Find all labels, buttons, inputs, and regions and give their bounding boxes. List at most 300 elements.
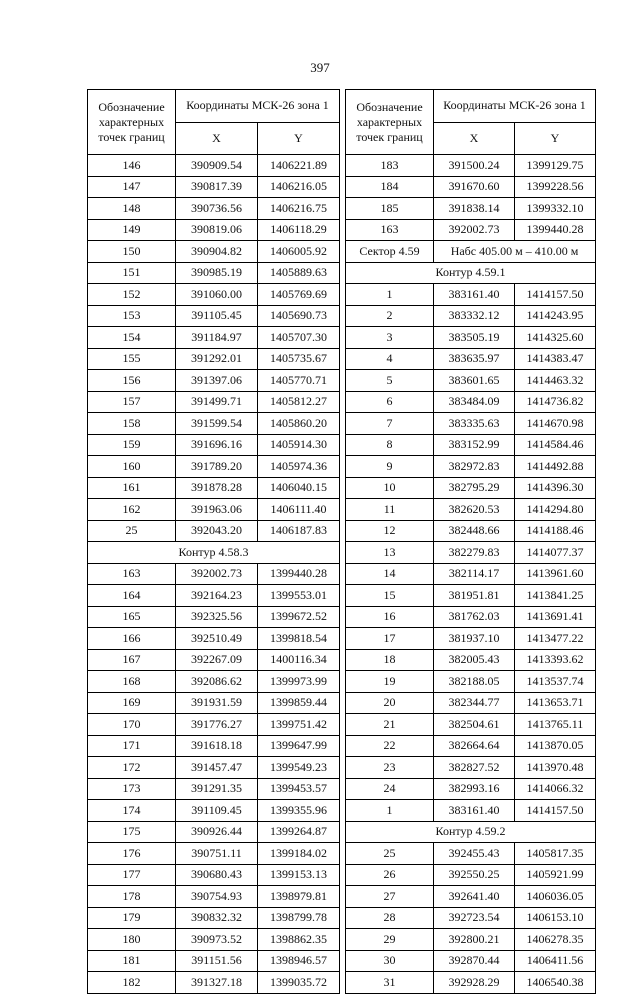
coordinate-y: 1399264.87 bbox=[258, 821, 340, 843]
point-number: 27 bbox=[346, 886, 434, 908]
point-number: 163 bbox=[346, 219, 434, 241]
coordinate-x: 391499.71 bbox=[176, 391, 258, 413]
header-y: Y bbox=[515, 122, 596, 155]
coordinate-x: 391670.60 bbox=[434, 176, 515, 198]
coordinate-y: 1406187.83 bbox=[258, 520, 340, 542]
table-row bbox=[346, 628, 596, 650]
point-number: 19 bbox=[346, 671, 434, 693]
table-row bbox=[88, 520, 340, 542]
table-row bbox=[88, 413, 340, 435]
point-number: 173 bbox=[88, 778, 176, 800]
coordinate-y: 1413477.22 bbox=[515, 628, 596, 650]
coordinate-y: 1399440.28 bbox=[515, 219, 596, 241]
coordinate-y: 1414463.32 bbox=[515, 370, 596, 392]
coordinate-y: 1413691.41 bbox=[515, 606, 596, 628]
page-number: 397 bbox=[310, 60, 330, 75]
coordinate-x: 391060.00 bbox=[176, 284, 258, 306]
table-row bbox=[346, 886, 596, 908]
point-number: 25 bbox=[346, 843, 434, 865]
coordinate-y: 1399440.28 bbox=[258, 563, 340, 585]
point-number: 151 bbox=[88, 262, 176, 284]
header-x: X bbox=[176, 122, 258, 155]
coordinate-x: 392002.73 bbox=[434, 219, 515, 241]
table-row bbox=[346, 456, 596, 478]
point-number: 176 bbox=[88, 843, 176, 865]
table-row bbox=[346, 864, 596, 886]
point-number: 12 bbox=[346, 520, 434, 542]
point-number: 13 bbox=[346, 542, 434, 564]
header-coordinates: Координаты МСК-26 зона 1 bbox=[176, 90, 340, 123]
table-row bbox=[346, 477, 596, 499]
coordinate-y: 1414584.46 bbox=[515, 434, 596, 456]
coordinate-y: 1414157.50 bbox=[515, 284, 596, 306]
point-number: 178 bbox=[88, 886, 176, 908]
coordinate-y: 1405889.63 bbox=[258, 262, 340, 284]
point-number: 22 bbox=[346, 735, 434, 757]
table-row bbox=[88, 456, 340, 478]
point-number: 167 bbox=[88, 649, 176, 671]
table-row bbox=[346, 370, 596, 392]
table-row bbox=[346, 284, 596, 306]
table-row bbox=[88, 671, 340, 693]
point-number: 159 bbox=[88, 434, 176, 456]
section-label: Контур 4.59.1 bbox=[346, 262, 596, 284]
coordinate-y: 1414157.50 bbox=[515, 800, 596, 822]
coordinate-y: 1413841.25 bbox=[515, 585, 596, 607]
coordinate-y: 1414066.32 bbox=[515, 778, 596, 800]
table-row bbox=[346, 176, 596, 198]
sector-label: Сектор 4.59 bbox=[346, 241, 434, 263]
coordinate-x: 383152.99 bbox=[434, 434, 515, 456]
coordinate-x: 392267.09 bbox=[176, 649, 258, 671]
table-row bbox=[88, 778, 340, 800]
point-number: 169 bbox=[88, 692, 176, 714]
coordinate-x: 391292.01 bbox=[176, 348, 258, 370]
point-number: 17 bbox=[346, 628, 434, 650]
coordinate-y: 1405769.69 bbox=[258, 284, 340, 306]
coordinate-x: 392870.44 bbox=[434, 950, 515, 972]
table-row bbox=[346, 219, 596, 241]
table-row bbox=[88, 219, 340, 241]
coordinate-y: 1413970.48 bbox=[515, 757, 596, 779]
coordinate-x: 391500.24 bbox=[434, 155, 515, 177]
coordinates-table-right bbox=[345, 89, 596, 994]
coordinate-y: 1399751.42 bbox=[258, 714, 340, 736]
coordinate-y: 1405770.71 bbox=[258, 370, 340, 392]
point-number: 171 bbox=[88, 735, 176, 757]
table-row bbox=[346, 563, 596, 585]
coordinate-y: 1405860.20 bbox=[258, 413, 340, 435]
coordinate-x: 382344.77 bbox=[434, 692, 515, 714]
coordinate-y: 1406221.89 bbox=[258, 155, 340, 177]
coordinate-x: 390904.82 bbox=[176, 241, 258, 263]
coordinate-y: 1398862.35 bbox=[258, 929, 340, 951]
point-number: 149 bbox=[88, 219, 176, 241]
coordinate-y: 1406005.92 bbox=[258, 241, 340, 263]
coordinate-x: 383161.40 bbox=[434, 800, 515, 822]
coordinate-y: 1406411.56 bbox=[515, 950, 596, 972]
table-row bbox=[88, 391, 340, 413]
coordinate-x: 390754.93 bbox=[176, 886, 258, 908]
table-row bbox=[88, 929, 340, 951]
coordinate-x: 391599.54 bbox=[176, 413, 258, 435]
coordinate-y: 1399355.96 bbox=[258, 800, 340, 822]
table-row bbox=[88, 757, 340, 779]
table-row bbox=[88, 606, 340, 628]
coordinate-x: 390819.06 bbox=[176, 219, 258, 241]
coordinate-y: 1399153.13 bbox=[258, 864, 340, 886]
coordinate-y: 1414325.60 bbox=[515, 327, 596, 349]
coordinate-x: 391327.18 bbox=[176, 972, 258, 994]
coordinate-y: 1405690.73 bbox=[258, 305, 340, 327]
coordinate-x: 390680.43 bbox=[176, 864, 258, 886]
coordinate-y: 1413961.60 bbox=[515, 563, 596, 585]
point-number: 7 bbox=[346, 413, 434, 435]
point-number: 28 bbox=[346, 907, 434, 929]
coordinate-y: 1399332.10 bbox=[515, 198, 596, 220]
point-number: 2 bbox=[346, 305, 434, 327]
point-number: 9 bbox=[346, 456, 434, 478]
header-y: Y bbox=[258, 122, 340, 155]
table-row bbox=[346, 714, 596, 736]
coordinate-x: 382827.52 bbox=[434, 757, 515, 779]
table-row bbox=[88, 649, 340, 671]
point-number: 1 bbox=[346, 800, 434, 822]
coordinate-y: 1406153.10 bbox=[515, 907, 596, 929]
coordinate-y: 1406036.05 bbox=[515, 886, 596, 908]
table-row bbox=[88, 843, 340, 865]
coordinate-x: 391397.06 bbox=[176, 370, 258, 392]
point-number: 3 bbox=[346, 327, 434, 349]
point-number: 26 bbox=[346, 864, 434, 886]
coordinate-x: 383635.97 bbox=[434, 348, 515, 370]
point-number: 158 bbox=[88, 413, 176, 435]
point-number: 20 bbox=[346, 692, 434, 714]
coordinate-y: 1406111.40 bbox=[258, 499, 340, 521]
table-row bbox=[346, 671, 596, 693]
coordinate-x: 391878.28 bbox=[176, 477, 258, 499]
coordinate-x: 391184.97 bbox=[176, 327, 258, 349]
coordinate-x: 381762.03 bbox=[434, 606, 515, 628]
point-number: 182 bbox=[88, 972, 176, 994]
table-row bbox=[88, 477, 340, 499]
table-row bbox=[88, 821, 340, 843]
coordinate-x: 382448.66 bbox=[434, 520, 515, 542]
table-row bbox=[88, 155, 340, 177]
point-number: 179 bbox=[88, 907, 176, 929]
coordinate-y: 1405735.67 bbox=[258, 348, 340, 370]
point-number: 30 bbox=[346, 950, 434, 972]
point-number: 18 bbox=[346, 649, 434, 671]
coordinate-x: 392641.40 bbox=[434, 886, 515, 908]
coordinate-x: 383332.12 bbox=[434, 305, 515, 327]
coordinate-x: 382664.64 bbox=[434, 735, 515, 757]
table-row bbox=[88, 585, 340, 607]
coordinate-x: 382279.83 bbox=[434, 542, 515, 564]
coordinate-x: 392164.23 bbox=[176, 585, 258, 607]
point-number: 154 bbox=[88, 327, 176, 349]
point-number: 31 bbox=[346, 972, 434, 994]
coordinate-x: 382114.17 bbox=[434, 563, 515, 585]
table-row bbox=[346, 907, 596, 929]
coordinate-y: 1399453.57 bbox=[258, 778, 340, 800]
coordinate-x: 392723.54 bbox=[434, 907, 515, 929]
coordinate-y: 1399859.44 bbox=[258, 692, 340, 714]
section-label: Контур 4.59.2 bbox=[346, 821, 596, 843]
coordinate-x: 392002.73 bbox=[176, 563, 258, 585]
table-row bbox=[88, 972, 340, 994]
coordinate-x: 392455.43 bbox=[434, 843, 515, 865]
coordinate-y: 1406540.38 bbox=[515, 972, 596, 994]
coordinate-x: 383335.63 bbox=[434, 413, 515, 435]
point-number: 25 bbox=[88, 520, 176, 542]
table-row bbox=[88, 327, 340, 349]
point-number: 16 bbox=[346, 606, 434, 628]
point-number: 14 bbox=[346, 563, 434, 585]
point-number: 153 bbox=[88, 305, 176, 327]
table-row bbox=[346, 327, 596, 349]
coordinate-y: 1398979.81 bbox=[258, 886, 340, 908]
coordinate-x: 392086.62 bbox=[176, 671, 258, 693]
table-row bbox=[346, 391, 596, 413]
point-number: 4 bbox=[346, 348, 434, 370]
point-number: 168 bbox=[88, 671, 176, 693]
table-row bbox=[88, 800, 340, 822]
point-number: 163 bbox=[88, 563, 176, 585]
table-row bbox=[346, 757, 596, 779]
coordinate-y: 1414243.95 bbox=[515, 305, 596, 327]
table-row bbox=[346, 606, 596, 628]
table-row bbox=[88, 907, 340, 929]
point-number: 152 bbox=[88, 284, 176, 306]
coordinate-x: 391105.45 bbox=[176, 305, 258, 327]
table-row bbox=[88, 692, 340, 714]
table-row bbox=[88, 176, 340, 198]
coordinates-table-left bbox=[87, 89, 340, 994]
coordinate-y: 1399973.99 bbox=[258, 671, 340, 693]
table-row bbox=[346, 499, 596, 521]
coordinate-x: 383505.19 bbox=[434, 327, 515, 349]
coordinate-x: 392325.56 bbox=[176, 606, 258, 628]
section-row bbox=[88, 542, 340, 564]
point-number: 147 bbox=[88, 176, 176, 198]
table-row bbox=[346, 305, 596, 327]
coordinate-x: 390973.52 bbox=[176, 929, 258, 951]
table-row bbox=[346, 649, 596, 671]
table-row bbox=[88, 864, 340, 886]
point-number: 29 bbox=[346, 929, 434, 951]
point-number: 1 bbox=[346, 284, 434, 306]
table-row bbox=[346, 929, 596, 951]
coordinate-y: 1413765.11 bbox=[515, 714, 596, 736]
coordinate-y: 1399035.72 bbox=[258, 972, 340, 994]
coordinate-y: 1398946.57 bbox=[258, 950, 340, 972]
header-designation: Обозначение характерных точек границ bbox=[88, 90, 176, 155]
table-row bbox=[88, 499, 340, 521]
point-number: 183 bbox=[346, 155, 434, 177]
point-number: 170 bbox=[88, 714, 176, 736]
coordinate-y: 1414396.30 bbox=[515, 477, 596, 499]
point-number: 181 bbox=[88, 950, 176, 972]
coordinate-y: 1405812.27 bbox=[258, 391, 340, 413]
table-row bbox=[346, 735, 596, 757]
table-row bbox=[346, 585, 596, 607]
coordinate-y: 1406278.35 bbox=[515, 929, 596, 951]
coordinate-y: 1399672.52 bbox=[258, 606, 340, 628]
coordinate-x: 390909.54 bbox=[176, 155, 258, 177]
table-row bbox=[88, 348, 340, 370]
coordinate-x: 391776.27 bbox=[176, 714, 258, 736]
coordinate-y: 1399228.56 bbox=[515, 176, 596, 198]
table-row bbox=[346, 413, 596, 435]
point-number: 160 bbox=[88, 456, 176, 478]
point-number: 146 bbox=[88, 155, 176, 177]
coordinate-y: 1400116.34 bbox=[258, 649, 340, 671]
coordinate-y: 1414736.82 bbox=[515, 391, 596, 413]
point-number: 172 bbox=[88, 757, 176, 779]
coordinate-y: 1399647.99 bbox=[258, 735, 340, 757]
table-row bbox=[88, 628, 340, 650]
header-x: X bbox=[434, 122, 515, 155]
table-row bbox=[346, 198, 596, 220]
coordinate-x: 391109.45 bbox=[176, 800, 258, 822]
coordinate-x: 391457.47 bbox=[176, 757, 258, 779]
coordinate-x: 382188.05 bbox=[434, 671, 515, 693]
point-number: 175 bbox=[88, 821, 176, 843]
point-number: 150 bbox=[88, 241, 176, 263]
coordinate-y: 1414077.37 bbox=[515, 542, 596, 564]
table-row bbox=[88, 284, 340, 306]
coordinate-x: 392510.49 bbox=[176, 628, 258, 650]
coordinate-x: 383161.40 bbox=[434, 284, 515, 306]
coordinate-y: 1406118.29 bbox=[258, 219, 340, 241]
coordinate-x: 383601.65 bbox=[434, 370, 515, 392]
coordinate-x: 390985.19 bbox=[176, 262, 258, 284]
coordinate-y: 1405707.30 bbox=[258, 327, 340, 349]
point-number: 148 bbox=[88, 198, 176, 220]
table-row bbox=[88, 262, 340, 284]
point-number: 157 bbox=[88, 391, 176, 413]
coordinate-y: 1414492.88 bbox=[515, 456, 596, 478]
point-number: 10 bbox=[346, 477, 434, 499]
table-row bbox=[346, 950, 596, 972]
coordinate-y: 1414383.47 bbox=[515, 348, 596, 370]
point-number: 180 bbox=[88, 929, 176, 951]
coordinate-y: 1405974.36 bbox=[258, 456, 340, 478]
coordinate-x: 391291.35 bbox=[176, 778, 258, 800]
point-number: 165 bbox=[88, 606, 176, 628]
coordinate-x: 392043.20 bbox=[176, 520, 258, 542]
point-number: 15 bbox=[346, 585, 434, 607]
coordinate-y: 1414188.46 bbox=[515, 520, 596, 542]
table-row bbox=[346, 778, 596, 800]
coordinate-x: 391838.14 bbox=[434, 198, 515, 220]
point-number: 23 bbox=[346, 757, 434, 779]
coordinate-x: 392800.21 bbox=[434, 929, 515, 951]
coordinate-y: 1399184.02 bbox=[258, 843, 340, 865]
coordinate-x: 383484.09 bbox=[434, 391, 515, 413]
coordinate-x: 382005.43 bbox=[434, 649, 515, 671]
coordinate-x: 391931.59 bbox=[176, 692, 258, 714]
table-row bbox=[88, 434, 340, 456]
coordinate-x: 391789.20 bbox=[176, 456, 258, 478]
coordinate-y: 1406216.75 bbox=[258, 198, 340, 220]
table-row bbox=[346, 692, 596, 714]
table-row bbox=[346, 800, 596, 822]
coordinate-x: 390736.56 bbox=[176, 198, 258, 220]
coordinate-y: 1399553.01 bbox=[258, 585, 340, 607]
table-row bbox=[88, 886, 340, 908]
sector-row bbox=[346, 241, 596, 263]
coordinate-y: 1406216.05 bbox=[258, 176, 340, 198]
point-number: 162 bbox=[88, 499, 176, 521]
coordinate-y: 1414670.98 bbox=[515, 413, 596, 435]
table-row bbox=[346, 348, 596, 370]
point-number: 11 bbox=[346, 499, 434, 521]
point-number: 6 bbox=[346, 391, 434, 413]
table-row bbox=[346, 520, 596, 542]
coordinate-y: 1399549.23 bbox=[258, 757, 340, 779]
coordinate-y: 1405921.99 bbox=[515, 864, 596, 886]
coordinate-x: 392928.29 bbox=[434, 972, 515, 994]
coordinate-x: 391151.56 bbox=[176, 950, 258, 972]
table-body-right bbox=[346, 155, 596, 994]
coordinate-x: 391963.06 bbox=[176, 499, 258, 521]
table-row bbox=[88, 241, 340, 263]
point-number: 8 bbox=[346, 434, 434, 456]
table-row bbox=[88, 198, 340, 220]
section-row bbox=[346, 262, 596, 284]
table-row bbox=[346, 434, 596, 456]
header-designation: Обозначение характерных точек границ bbox=[346, 90, 434, 155]
coordinate-x: 382972.83 bbox=[434, 456, 515, 478]
point-number: 164 bbox=[88, 585, 176, 607]
coordinate-x: 382795.29 bbox=[434, 477, 515, 499]
point-number: 155 bbox=[88, 348, 176, 370]
coordinate-y: 1399129.75 bbox=[515, 155, 596, 177]
coordinate-x: 390751.11 bbox=[176, 843, 258, 865]
coordinate-x: 382993.16 bbox=[434, 778, 515, 800]
coordinate-x: 382620.53 bbox=[434, 499, 515, 521]
coordinate-y: 1406040.15 bbox=[258, 477, 340, 499]
coordinate-y: 1413870.05 bbox=[515, 735, 596, 757]
point-number: 156 bbox=[88, 370, 176, 392]
table-row bbox=[346, 155, 596, 177]
coordinate-y: 1399818.54 bbox=[258, 628, 340, 650]
coordinate-y: 1413653.71 bbox=[515, 692, 596, 714]
coordinate-y: 1398799.78 bbox=[258, 907, 340, 929]
coordinate-x: 381951.81 bbox=[434, 585, 515, 607]
coordinate-y: 1413393.62 bbox=[515, 649, 596, 671]
table-row bbox=[88, 714, 340, 736]
table-row bbox=[88, 305, 340, 327]
coordinate-y: 1414294.80 bbox=[515, 499, 596, 521]
coordinate-x: 392550.25 bbox=[434, 864, 515, 886]
table-row bbox=[88, 563, 340, 585]
coordinate-x: 382504.61 bbox=[434, 714, 515, 736]
table-row bbox=[346, 972, 596, 994]
coordinate-y: 1405914.30 bbox=[258, 434, 340, 456]
table-row bbox=[346, 843, 596, 865]
point-number: 177 bbox=[88, 864, 176, 886]
section-label: Контур 4.58.3 bbox=[88, 542, 340, 564]
coordinate-x: 390817.39 bbox=[176, 176, 258, 198]
point-number: 174 bbox=[88, 800, 176, 822]
sector-elevation-range: Набс 405.00 м – 410.00 м bbox=[434, 241, 596, 263]
point-number: 185 bbox=[346, 198, 434, 220]
coordinate-y: 1405817.35 bbox=[515, 843, 596, 865]
table-row bbox=[88, 735, 340, 757]
